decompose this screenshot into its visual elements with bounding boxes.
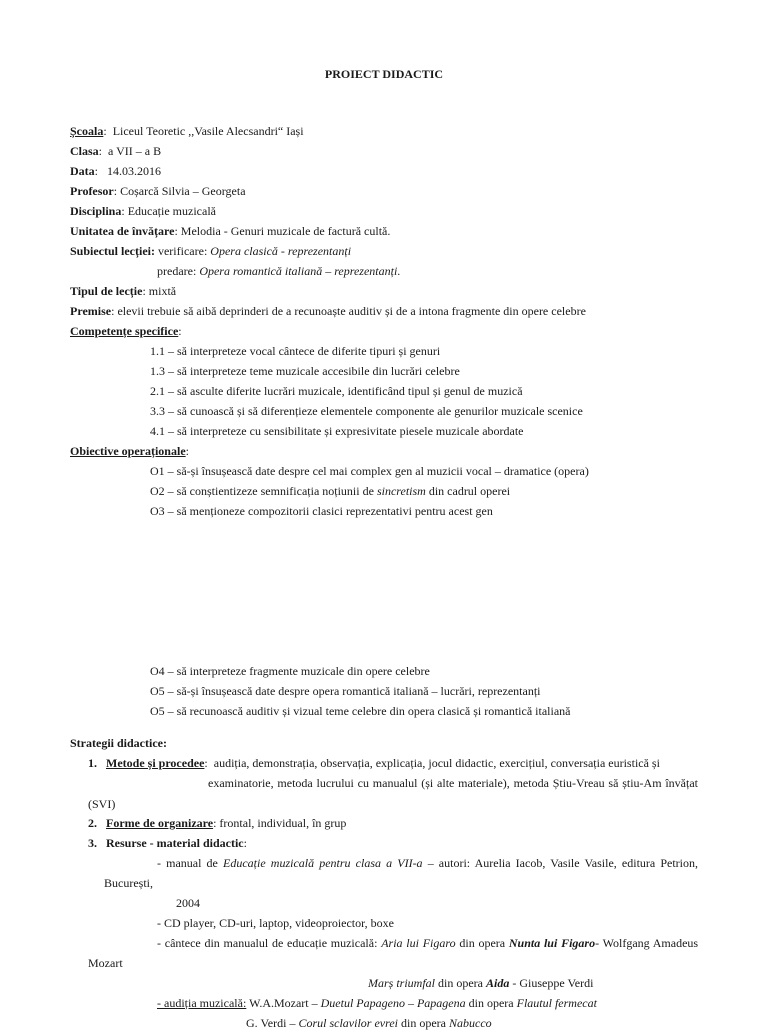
field-disciplina: Disciplina: Educație muzicală [70, 204, 216, 218]
strategii-heading: Strategii didactice: [70, 736, 167, 750]
resource-manual [157, 856, 698, 870]
field-label: Profesor [70, 184, 114, 198]
list-item: O1 – să-și însușească date despre cel mai complex gen al muzicii vocal – dramatice (opera) [150, 464, 589, 478]
strategii-item-3: 3. Resurse - material didactic: [88, 836, 247, 850]
strategii-item-1-cont: examinatorie, metoda lucrului cu manualul (și alte materiale), metoda Știu-Vreau să știu-Am învățat [208, 776, 698, 790]
item-text: - manual de [157, 856, 218, 870]
item-text: frontal, individual, în grup [219, 816, 347, 830]
field-label: Premise [70, 304, 112, 318]
field-premise: Premise: elevii trebuie să aibă deprinderi de a recunoaște auditiv și de a intona fragmente din opere celebre [70, 304, 586, 318]
list-item: 2.1 – să asculte diferite lucrări muzicale, identificând tipul și genul de muzică [150, 384, 523, 398]
field-label: Subiectul lecției: [70, 244, 155, 258]
resource-manual-city: București, [104, 876, 153, 890]
item-label: Resurse - material didactic [106, 836, 244, 850]
field-data: Data: 14.03.2016 [70, 164, 162, 178]
item-text: - cântece din manualul de educație muzicală: [157, 936, 378, 950]
field-subiectul [70, 244, 351, 258]
resource-cd: - CD player, CD-uri, laptop, videoproiector, boxe [157, 916, 394, 930]
list-item: O3 – să menționeze compozitorii clasici reprezentativi pentru acest gen [150, 504, 493, 518]
resource-verdi [246, 1016, 492, 1030]
field-value: Opera clasică - reprezentanți [210, 244, 352, 258]
section-label: Obiective operaționale [70, 444, 186, 458]
obiective-heading: Obiective operaționale: [70, 444, 189, 458]
field-value: Liceul Teoretic ,,Vasile Alecsandri“ Iași [112, 124, 304, 138]
field-value: Educație muzicală [127, 204, 216, 218]
resource-cantece [157, 936, 698, 950]
item-label: Metode și procedee [106, 756, 205, 770]
field-unitatea: Unitatea de învățare: Melodia - Genuri muzicale de factură cultă. [70, 224, 391, 238]
song-title: Duetul Papageno – Papagena [320, 996, 466, 1010]
field-profesor: Profesor: Coșarcă Silvia – Georgeta [70, 184, 246, 198]
field-value: Opera romantică italiană – reprezentanți [199, 264, 398, 278]
resource-auditia [157, 996, 597, 1010]
field-value: Coșarcă Silvia – Georgeta [120, 184, 246, 198]
item-text: audiția, demonstrația, observația, explicația, jocul didactic, exercițiul, conversația euristică și [213, 756, 660, 770]
list-item: 3.3 – să cunoască și să diferențieze elementele componente ale genurilor muzicale scenice [150, 404, 583, 418]
item-label: Forme de organizare [106, 816, 214, 830]
item-number: 1. [88, 756, 97, 770]
field-value: Melodia - Genuri muzicale de factură cultă. [180, 224, 391, 238]
resource-manual-year: 2004 [176, 896, 200, 910]
item-text: din opera [401, 1016, 446, 1030]
opera-title: Flautul fermecat [516, 996, 597, 1010]
competente-heading: Competențe specifice: [70, 324, 182, 338]
opera-title: Aida [486, 976, 510, 990]
list-item [150, 484, 510, 498]
item-number: 3. [88, 836, 97, 850]
item-term: sincretism [376, 484, 426, 498]
field-value: elevii trebuie să aibă deprinderi de a recunoaște auditiv și de a intona fragmente din opere celebre [117, 304, 586, 318]
field-label: Unitatea de învățare [70, 224, 175, 238]
list-item: O5 – să-și însușească date despre opera romantică italiană – lucrări, reprezentanți [150, 684, 541, 698]
composer: G. Verdi – [246, 1016, 296, 1030]
song-title: Corul sclavilor evrei [298, 1016, 398, 1030]
field-label: Clasa [70, 144, 99, 158]
field-tipul: Tipul de lecție: mixtă [70, 284, 177, 298]
strategii-item-2: 2. Forme de organizare: frontal, individual, în grup [88, 816, 347, 830]
section-label: Competențe specifice [70, 324, 179, 338]
field-value: 14.03.2016 [107, 164, 162, 178]
strategii-item-1: 1. Metode și procedee: audiția, demonstrația, observația, explicația, jocul didactic, exercițiul, conversația euristică și [88, 756, 660, 770]
field-predare: predare: Opera romantică italiană – reprezentanți. [157, 264, 401, 278]
field-label: Disciplina [70, 204, 122, 218]
field-label: Școala [70, 124, 104, 138]
list-item: O5 – să recunoască auditiv și vizual teme celebre din opera clasică și romantică italiană [150, 704, 571, 718]
item-text: din opera [468, 996, 514, 1010]
item-text: O2 – să conștientizeze semnificația noțiunii de [150, 484, 374, 498]
item-text: din cadrul operei [428, 484, 511, 498]
resource-mars [368, 976, 593, 990]
list-item: 4.1 – să interpreteze cu sensibilitate și expresivitate piesele muzicale abordate [150, 424, 524, 438]
page-title: PROIECT DIDACTIC [324, 67, 444, 81]
opera-title: Nabucco [448, 1016, 492, 1030]
field-value: a VII – a B [108, 144, 162, 158]
item-label: - audiția muzicală: [157, 996, 247, 1010]
composer: - Wolfgang Amadeus [595, 936, 699, 950]
manual-title: Educație muzicală pentru clasa a VII-a [223, 856, 423, 870]
field-scoala: Școala: Liceul Teoretic ,,Vasile Alecsandri“ Iași [70, 124, 304, 138]
item-text: din opera [438, 976, 483, 990]
item-text: din opera [459, 936, 506, 950]
item-number: 2. [88, 816, 97, 830]
list-item: O4 – să interpreteze fragmente muzicale din opere celebre [150, 664, 430, 678]
composer: W.A.Mozart – [249, 996, 318, 1010]
composer: - Giuseppe Verdi [512, 976, 594, 990]
list-item: 1.1 – să interpreteze vocal cântece de diferite tipuri și genuri [150, 344, 441, 358]
field-prefix: verificare: [157, 244, 208, 258]
field-label: Data [70, 164, 95, 178]
field-prefix: predare: [157, 264, 197, 278]
field-value: mixtă [148, 284, 177, 298]
item-text: – autori: Aurelia Iacob, Vasile Vasile, editura Petrion, [427, 856, 698, 870]
resource-cantece-end: Mozart [88, 956, 123, 970]
song-title: Aria lui Figaro [381, 936, 456, 950]
field-clasa: Clasa: a VII – a B [70, 144, 162, 158]
strategii-item-1-end: (SVI) [88, 797, 116, 811]
field-label: Tipul de lecție [70, 284, 143, 298]
opera-title: Nunta lui Figaro [508, 936, 596, 950]
song-title: Marș triumfal [368, 976, 436, 990]
list-item: 1.3 – să interpreteze teme muzicale accesibile din lucrări celebre [150, 364, 460, 378]
